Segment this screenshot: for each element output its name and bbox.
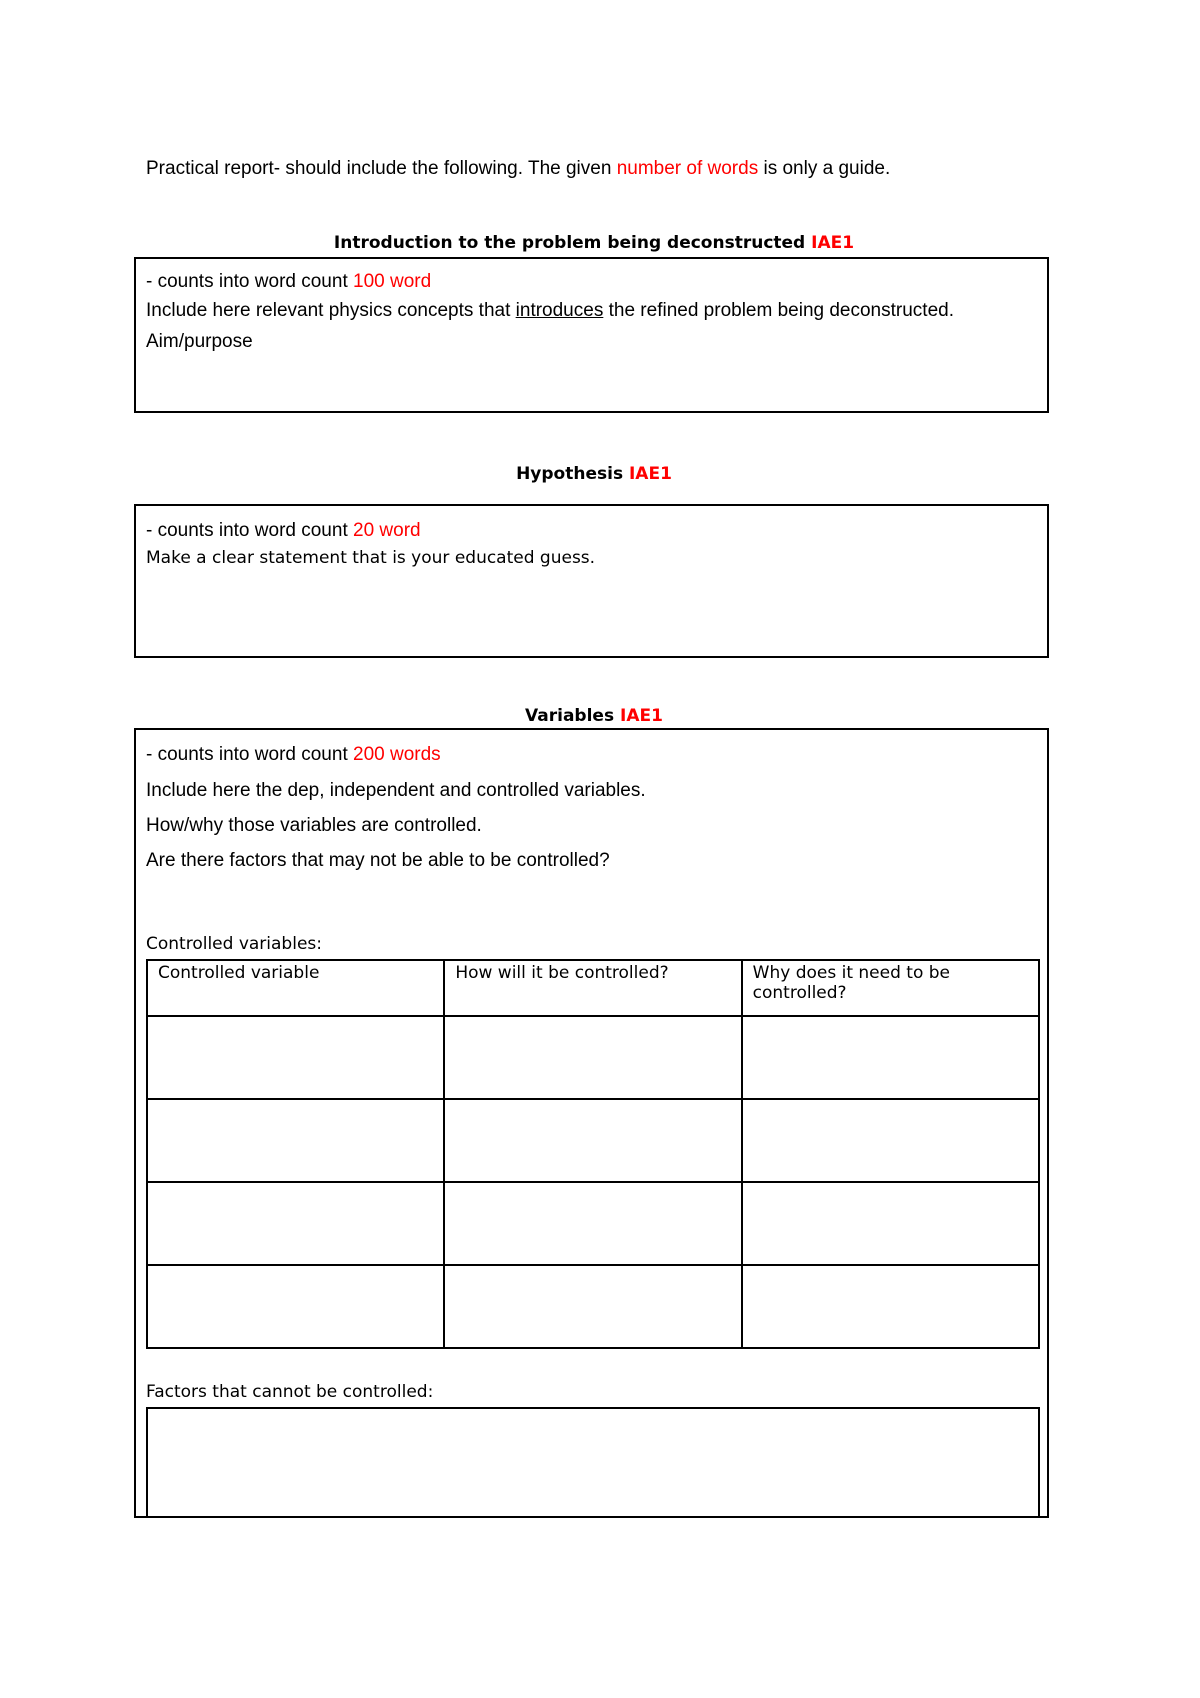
variables-box[interactable] (134, 728, 1049, 1518)
table-row (147, 1016, 1039, 1099)
table-row (147, 1265, 1039, 1348)
introduction-aim: Aim/purpose (146, 331, 253, 352)
count-value: 100 word (353, 271, 432, 292)
factors-input-box[interactable] (146, 1407, 1040, 1518)
variables-word-count (146, 744, 441, 766)
introduction-word-count (146, 271, 431, 293)
line-text: Include here relevant physics concepts that (146, 300, 516, 321)
table-cell[interactable] (147, 1265, 444, 1348)
variables-heading-text: Variables (525, 706, 620, 726)
table-cell[interactable] (147, 1182, 444, 1265)
table-cell[interactable] (444, 1182, 741, 1265)
hypothesis-heading (134, 464, 1054, 484)
hypothesis-box[interactable] (134, 504, 1049, 658)
underlined-text: introduces (515, 300, 604, 321)
controlled-variables-table (146, 959, 1040, 1349)
variables-line-4: Are there factors that may not be able to be controlled? (146, 850, 610, 871)
variables-line-3: How/why those variables are controlled. (146, 815, 482, 836)
factors-label: Factors that cannot be controlled: (146, 1382, 434, 1402)
count-value: 200 words (353, 744, 441, 765)
hypothesis-instruction: Make a clear statement that is your educated guess. (146, 548, 596, 568)
hypothesis-word-count (146, 520, 421, 542)
intro-text-before: Practical report- should include the following. The given (146, 158, 617, 179)
table-cell[interactable] (742, 1016, 1039, 1099)
table-cell[interactable] (742, 1265, 1039, 1348)
count-value: 20 word (353, 520, 421, 541)
introduction-line-2 (146, 300, 954, 322)
table-cell[interactable] (147, 1016, 444, 1099)
table-header-cell: Controlled variable (147, 960, 444, 1016)
count-prefix: - counts into word count (146, 520, 353, 541)
controlled-variables-label: Controlled variables: (146, 934, 322, 954)
intro-text-after: is only a guide. (758, 158, 891, 179)
count-prefix: - counts into word count (146, 744, 353, 765)
introduction-tag: IAE1 (811, 233, 855, 253)
table-cell[interactable] (742, 1182, 1039, 1265)
table-header-cell: Why does it need to be controlled? (742, 960, 1039, 1016)
table-header-cell: How will it be controlled? (444, 960, 741, 1016)
count-prefix: - counts into word count (146, 271, 353, 292)
table-row (147, 1182, 1039, 1265)
variables-line-2: Include here the dep, independent and controlled variables. (146, 780, 646, 801)
table-cell[interactable] (742, 1099, 1039, 1182)
intro-highlight: number of words (616, 158, 759, 179)
table-cell[interactable] (444, 1016, 741, 1099)
variables-box-bottom-border (134, 1516, 1049, 1518)
table-row (147, 1099, 1039, 1182)
table-cell[interactable] (444, 1265, 741, 1348)
table-cell[interactable] (444, 1099, 741, 1182)
introduction-heading-text: Introduction to the problem being deconstructed (333, 233, 812, 253)
hypothesis-tag: IAE1 (628, 464, 672, 484)
line-text: the refined problem being deconstructed. (603, 300, 954, 321)
hypothesis-heading-text: Hypothesis (516, 464, 629, 484)
introduction-heading (134, 233, 1054, 253)
variables-heading (134, 706, 1054, 726)
introduction-box[interactable] (134, 257, 1049, 413)
table-header-row (147, 960, 1039, 1016)
variables-tag: IAE1 (620, 706, 663, 726)
intro-instruction (146, 158, 890, 180)
table-cell[interactable] (147, 1099, 444, 1182)
